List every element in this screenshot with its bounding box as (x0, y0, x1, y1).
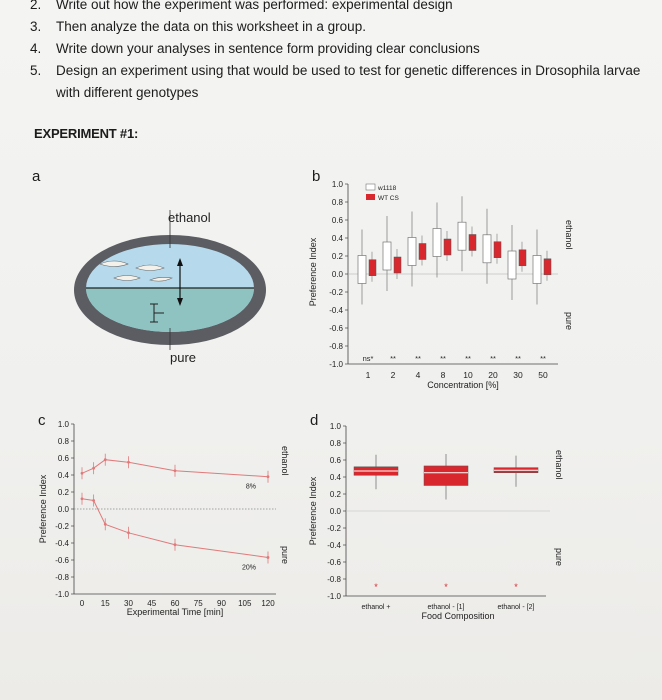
x-tick-label: 2 (390, 370, 396, 380)
y-axis-title: Preference Index (38, 474, 48, 544)
y-tick-label: 0.8 (331, 198, 343, 207)
panel-c-letter: c (38, 412, 46, 429)
significance-star: * (514, 582, 518, 592)
significance-star: * (444, 582, 448, 592)
wtcs-box (444, 239, 451, 255)
chart-d-food (300, 416, 590, 636)
w1118-box (533, 256, 541, 284)
panel-b-letter: b (312, 168, 321, 185)
data-point (127, 461, 130, 464)
significance-star: * (374, 582, 378, 592)
legend-swatch-w1118 (366, 184, 375, 190)
x-tick-label: 50 (538, 370, 548, 380)
x-tick-label: 0 (79, 599, 85, 608)
x-tick-label: ethanol - [2] (497, 604, 535, 611)
y-tick-label: -0.2 (55, 522, 69, 531)
x-tick-label: 45 (147, 599, 157, 608)
y-tick-label: -0.4 (329, 306, 343, 315)
y-tick-label: 1.0 (331, 180, 343, 189)
instruction-list (30, 0, 650, 104)
instruction-item: 2. Write out how the experiment was performed: experimental design (30, 0, 453, 12)
x-tick-label: ethanol + (361, 604, 391, 611)
data-point (92, 467, 95, 470)
y-tick-label: 0.6 (331, 216, 343, 225)
y-tick-label: -0.6 (329, 324, 343, 333)
x-tick-label: 105 (238, 599, 252, 608)
data-point (174, 469, 177, 472)
y-tick-label: 0.2 (329, 490, 341, 499)
wtcs-box (469, 235, 476, 251)
wtcs-box (419, 244, 426, 260)
x-tick-label: 8 (440, 370, 446, 380)
x-tick-label: 15 (100, 599, 110, 608)
x-axis-title: Food Composition (421, 611, 495, 621)
wtcs-box (369, 260, 376, 276)
side-label-ethanol: ethanol (554, 450, 564, 480)
side-label-pure: pure (280, 546, 290, 565)
y-tick-label: 0.4 (331, 234, 343, 243)
y-tick-label: -0.8 (329, 342, 343, 351)
w1118-box (458, 222, 466, 250)
x-tick-label: 4 (415, 370, 421, 380)
data-point (174, 543, 177, 546)
x-axis-title: Experimental Time [min] (126, 607, 224, 617)
y-tick-label: -0.4 (327, 541, 341, 550)
y-tick-label: 0.4 (57, 471, 69, 480)
y-tick-label: 1.0 (329, 422, 341, 431)
y-tick-label: 0.6 (329, 456, 341, 465)
legend-swatch-wtcs (366, 194, 375, 200)
w1118-box (383, 242, 391, 270)
y-tick-label: -0.2 (329, 288, 343, 297)
y-tick-label: 0.0 (329, 507, 341, 516)
y-axis-title: Preference Index (308, 476, 318, 546)
w1118-box (433, 229, 441, 257)
y-tick-label: 0.8 (57, 437, 69, 446)
w1118-box (483, 235, 491, 263)
significance-label: ** (390, 354, 396, 363)
x-axis-title: Concentration [%] (427, 380, 499, 390)
panel-a-letter: a (32, 168, 41, 185)
significance-label: ** (515, 354, 521, 363)
y-tick-label: 0.0 (331, 270, 343, 279)
w1118-box (408, 238, 416, 266)
x-tick-label: 90 (217, 599, 226, 608)
side-label-ethanol: ethanol (564, 220, 574, 250)
y-tick-label: -1.0 (55, 590, 69, 599)
significance-label: ** (415, 354, 421, 363)
y-tick-label: -1.0 (327, 592, 341, 601)
y-tick-label: 1.0 (57, 420, 69, 429)
series-label-8: 8% (245, 483, 256, 491)
instruction-item: 3. Then analyze the data on this worksheet in a group. (30, 19, 366, 34)
y-tick-label: -0.2 (327, 524, 341, 533)
data-point (92, 499, 95, 502)
y-tick-label: -0.8 (55, 573, 69, 582)
y-tick-label: -0.6 (327, 558, 341, 567)
x-tick-label: 30 (124, 599, 133, 608)
series-label-20: 20% (241, 564, 256, 572)
data-point (81, 497, 84, 500)
data-point (127, 531, 130, 534)
legend-label-wtcs: WT CS (378, 195, 399, 202)
wtcs-box (519, 250, 526, 266)
x-tick-label: ethanol - [1] (427, 604, 465, 611)
chart-b-concentration (300, 172, 590, 402)
instruction-item: 4. Write down your analyses in sentence form providing clear conclusions (30, 41, 480, 56)
x-tick-label: 75 (193, 599, 203, 608)
chart-c-time (30, 416, 300, 631)
x-tick-label: 120 (261, 599, 275, 608)
data-point (104, 458, 107, 461)
y-tick-label: 0.8 (329, 439, 341, 448)
x-tick-label: 30 (513, 370, 523, 380)
panel-d-letter: d (310, 412, 319, 429)
x-tick-label: 1 (365, 370, 371, 380)
data-point (267, 475, 270, 478)
y-tick-label: -0.4 (55, 539, 69, 548)
side-label-pure: pure (554, 548, 564, 567)
side-label-pure: pure (564, 312, 574, 331)
petri-dish-diagram (70, 200, 270, 370)
data-point (267, 556, 270, 559)
y-tick-label: 0.0 (57, 505, 69, 514)
wtcs-box (394, 257, 401, 273)
instruction-item: 5. Design an experiment using that would be used to test for genetic differences in Drosophila larvae with different genotypes (30, 63, 641, 100)
wtcs-box (544, 259, 551, 275)
significance-label: ** (440, 354, 446, 363)
significance-label: ** (465, 354, 471, 363)
ethanol-label: ethanol (168, 210, 211, 225)
y-tick-label: 0.2 (331, 252, 343, 261)
w1118-box (358, 256, 366, 284)
significance-label: ** (490, 354, 496, 363)
experiment-heading: EXPERIMENT #1: (34, 126, 139, 141)
side-label-ethanol: ethanol (280, 446, 290, 476)
legend-label-w1118: w1118 (378, 185, 397, 192)
data-point (104, 523, 107, 526)
y-tick-label: -0.6 (55, 556, 69, 565)
y-tick-label: -1.0 (329, 360, 343, 369)
y-tick-label: 0.4 (329, 473, 341, 482)
data-point (81, 472, 84, 475)
x-tick-label: 60 (170, 599, 180, 608)
x-tick-label: 10 (463, 370, 473, 380)
x-tick-label: 20 (488, 370, 498, 380)
box-body (424, 466, 468, 486)
wtcs-box (494, 242, 501, 258)
significance-label: ** (540, 354, 546, 363)
y-tick-label: -0.8 (327, 575, 341, 584)
pure-label: pure (170, 350, 197, 365)
y-tick-label: 0.6 (57, 454, 69, 463)
y-tick-label: 0.2 (57, 488, 69, 497)
y-axis-title: Preference Index (308, 237, 318, 307)
significance-label: ns* (362, 354, 374, 363)
w1118-box (508, 251, 516, 279)
